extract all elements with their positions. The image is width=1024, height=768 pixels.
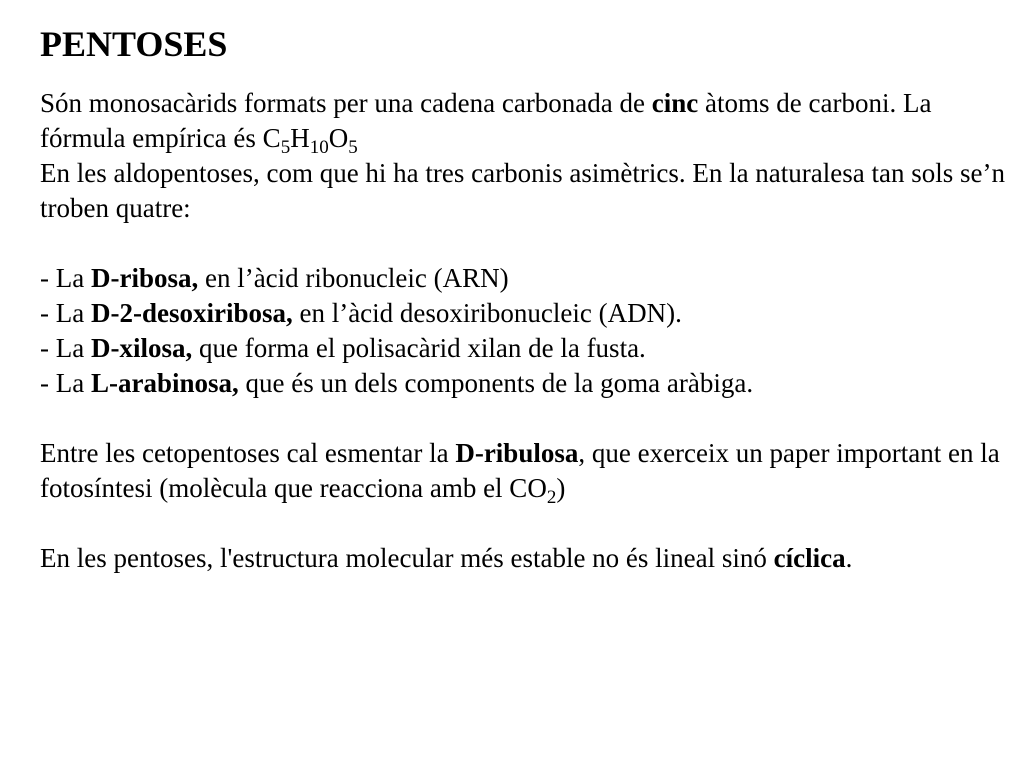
list-item-prefix: - La	[40, 333, 91, 363]
list-item-prefix: - La	[40, 298, 91, 328]
keto-text-2: , que exerceix un paper important en la fotosíntesi (molècula que reacciona amb el CO	[40, 438, 1000, 503]
spacer	[40, 506, 1010, 541]
keto-bold-ribulosa: D-ribulosa	[455, 438, 579, 468]
cetopentoses-paragraph	[40, 436, 1010, 506]
empirical-formula	[262, 123, 358, 158]
pentose-list	[40, 261, 1010, 401]
aldopentoses-paragraph: En les aldopentoses, com que hi ha tres carbonis asimètrics. En la naturalesa tan sols se’n troben quatre:	[40, 158, 1005, 223]
list-item	[40, 261, 1010, 296]
list-item	[40, 331, 1010, 366]
list-item-prefix: - La	[40, 263, 91, 293]
list-item	[40, 366, 1010, 401]
structure-text-end: .	[845, 543, 853, 573]
slide	[40, 18, 1010, 576]
list-item-description: que és un dels components de la goma aràbiga.	[238, 368, 754, 398]
list-item-description: en l’àcid desoxiribonucleic (ADN).	[292, 298, 682, 328]
formula-carbon-count: 5	[280, 137, 291, 158]
keto-text-end: )	[556, 473, 566, 503]
intro-bold-cinc: cinc	[651, 88, 699, 118]
list-item-name: D-xilosa,	[90, 333, 193, 363]
spacer	[40, 401, 1010, 436]
formula-hydrogen-count: 10	[309, 137, 329, 158]
list-item-description: en l’àcid ribonucleic (ARN)	[198, 263, 509, 293]
structure-text: En les pentoses, l'estructura molecular més estable no és lineal sinó	[40, 543, 774, 573]
list-item	[40, 296, 1010, 331]
intro-paragraph	[40, 86, 1010, 156]
keto-text: Entre les cetopentoses cal esmentar la	[40, 438, 456, 468]
intro-text: Són monosacàrids formats per una cadena carbonada de	[40, 88, 652, 118]
structure-bold-ciclica: cíclica	[773, 543, 846, 573]
formula-oxygen-count: 5	[348, 137, 358, 158]
co2-subscript: 2	[546, 487, 557, 508]
list-item-description: que forma el polisacàrid xilan de la fusta.	[192, 333, 646, 363]
page-title: PENTOSES	[40, 24, 228, 64]
list-item-name: D-ribosa,	[90, 263, 199, 293]
list-item-name: L-arabinosa,	[90, 368, 239, 398]
formula-oxygen: O	[328, 123, 349, 153]
list-item-name: D-2-desoxiribosa,	[90, 298, 293, 328]
spacer	[40, 226, 1010, 261]
intro-text-2: àtoms de carboni. La fórmula empírica és	[40, 88, 932, 153]
list-item-prefix: - La	[40, 368, 91, 398]
formula-hydrogen: H	[290, 123, 310, 153]
structure-paragraph	[40, 541, 1010, 576]
formula-carbon: C	[262, 123, 281, 153]
